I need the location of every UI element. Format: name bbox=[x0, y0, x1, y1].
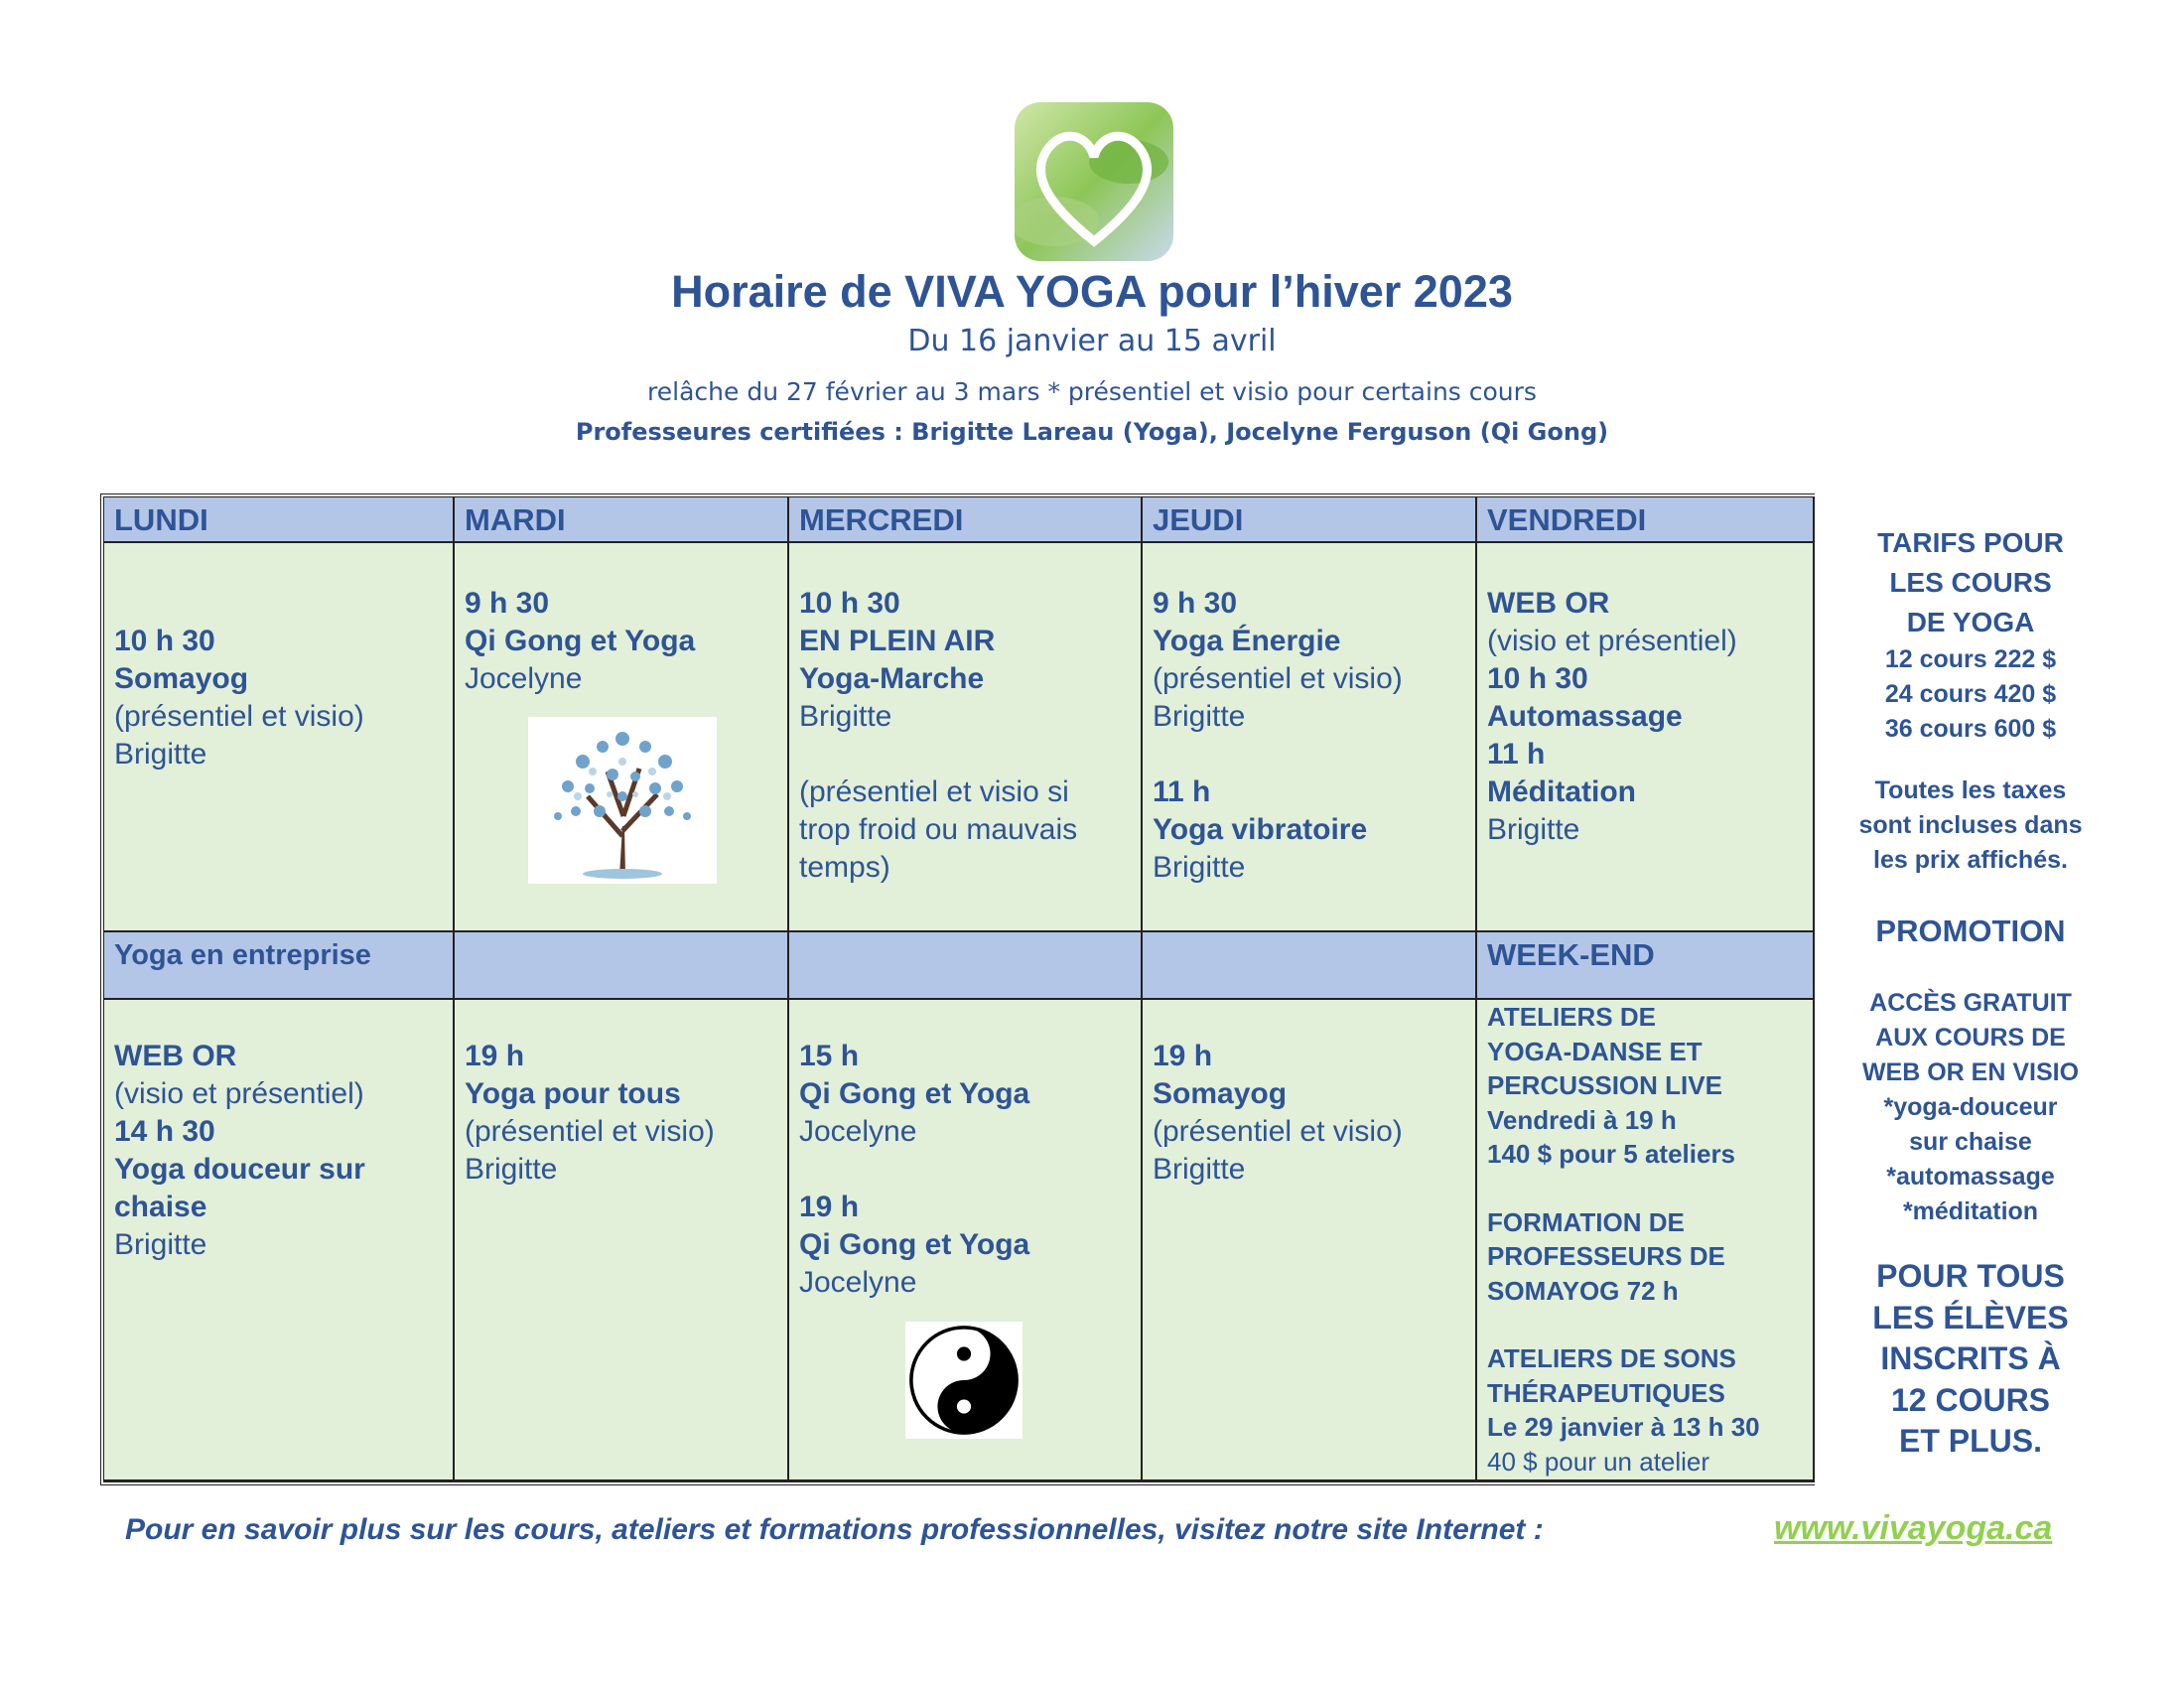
header-vendredi: VENDREDI bbox=[1477, 497, 1815, 543]
break-note: relâche du 27 février au 3 mars * présentiel et visio pour certains cours bbox=[647, 377, 1537, 406]
yin-yang-icon bbox=[905, 1322, 1023, 1439]
cell-mercredi-pm: 15 h Qi Gong et Yoga Jocelyne 19 h Qi Gong et Yoga Jocelyne bbox=[789, 1000, 1143, 1481]
promotion-heading: PROMOTION bbox=[1875, 914, 2066, 948]
teachers-line: Professeures certifiées : Brigitte Lareau (Yoga), Jocelyne Ferguson (Qi Gong) bbox=[575, 418, 1609, 446]
snow-tree-image bbox=[528, 717, 717, 884]
header-yoga-entreprise: Yoga en entreprise bbox=[104, 932, 455, 1000]
cell-lundi-am: 10 h 30 Somayog (présentiel et visio) Brigitte bbox=[104, 543, 455, 932]
header-mercredi: MERCREDI bbox=[789, 497, 1143, 543]
free-access-block: ACCÈS GRATUIT AUX COURS DE WEB OR EN VISIO *yoga-douceur sur chaise *automassage *méditation bbox=[1861, 989, 2080, 1225]
cell-jeudi-pm: 19 h Somayog (présentiel et visio) Brigitte bbox=[1143, 1000, 1477, 1481]
cell-vendredi-am: WEB OR (visio et présentiel) 10 h 30 Automassage 11 h Méditation Brigitte bbox=[1477, 543, 1815, 932]
eligibility-block: POUR TOUS LES ÉLÈVES INSCRITS À 12 COURS ET PLUS. bbox=[1872, 1258, 2069, 1459]
viva-yoga-logo bbox=[1015, 102, 1173, 261]
page-title: Horaire de VIVA YOGA pour l’hiver 2023 bbox=[671, 266, 1513, 317]
header-empty-mercredi bbox=[789, 932, 1143, 1000]
cell-mercredi-am: 10 h 30 EN PLEIN AIR Yoga-Marche Brigitte (présentiel et visio si trop froid ou mauvais temps) bbox=[789, 543, 1143, 932]
header-empty-mardi bbox=[455, 932, 789, 1000]
cell-weekend: ATELIERS DE YOGA-DANSE ET PERCUSSION LIVE Vendredi à 19 h 140 $ pour 5 ateliers FORMATION DE PROFESSEURS DE SOMAYOG 72 h ATELIERS DE SONS THÉRAPEUTIQUES Le 29 janvier à 13 h 30 40 $ pour un atelier bbox=[1477, 1000, 1815, 1481]
tarifs-block: TARIFS POUR LES COURS DE YOGA 12 cours 222 $ 24 cours 420 $ 36 cours 600 $ bbox=[1877, 527, 2064, 743]
taxes-note: Toutes les taxes sont incluses dans les prix affichés. bbox=[1858, 776, 2083, 874]
schedule-table bbox=[100, 493, 1815, 1485]
cell-lundi-pm: WEB OR (visio et présentiel) 14 h 30 Yoga douceur sur chaise Brigitte bbox=[104, 1000, 455, 1481]
date-range: Du 16 janvier au 15 avril bbox=[907, 324, 1277, 358]
cell-jeudi-am: 9 h 30 Yoga Énergie (présentiel et visio) Brigitte 11 h Yoga vibratoire Brigitte bbox=[1143, 543, 1477, 932]
header-mardi: MARDI bbox=[455, 497, 789, 543]
cell-mardi-am: 9 h 30 Qi Gong et Yoga Jocelyne bbox=[455, 543, 789, 932]
website-link[interactable]: www.vivayoga.ca bbox=[1774, 1509, 2053, 1547]
cell-mardi-pm: 19 h Yoga pour tous (présentiel et visio) Brigitte bbox=[455, 1000, 789, 1481]
header-weekend: WEEK-END bbox=[1477, 932, 1815, 1000]
header-lundi: LUNDI bbox=[104, 497, 455, 543]
header-empty-jeudi bbox=[1143, 932, 1477, 1000]
header-jeudi: JEUDI bbox=[1143, 497, 1477, 543]
footer-text: Pour en savoir plus sur les cours, ateliers et formations professionnelles, visitez notre site Internet : bbox=[125, 1513, 1544, 1546]
